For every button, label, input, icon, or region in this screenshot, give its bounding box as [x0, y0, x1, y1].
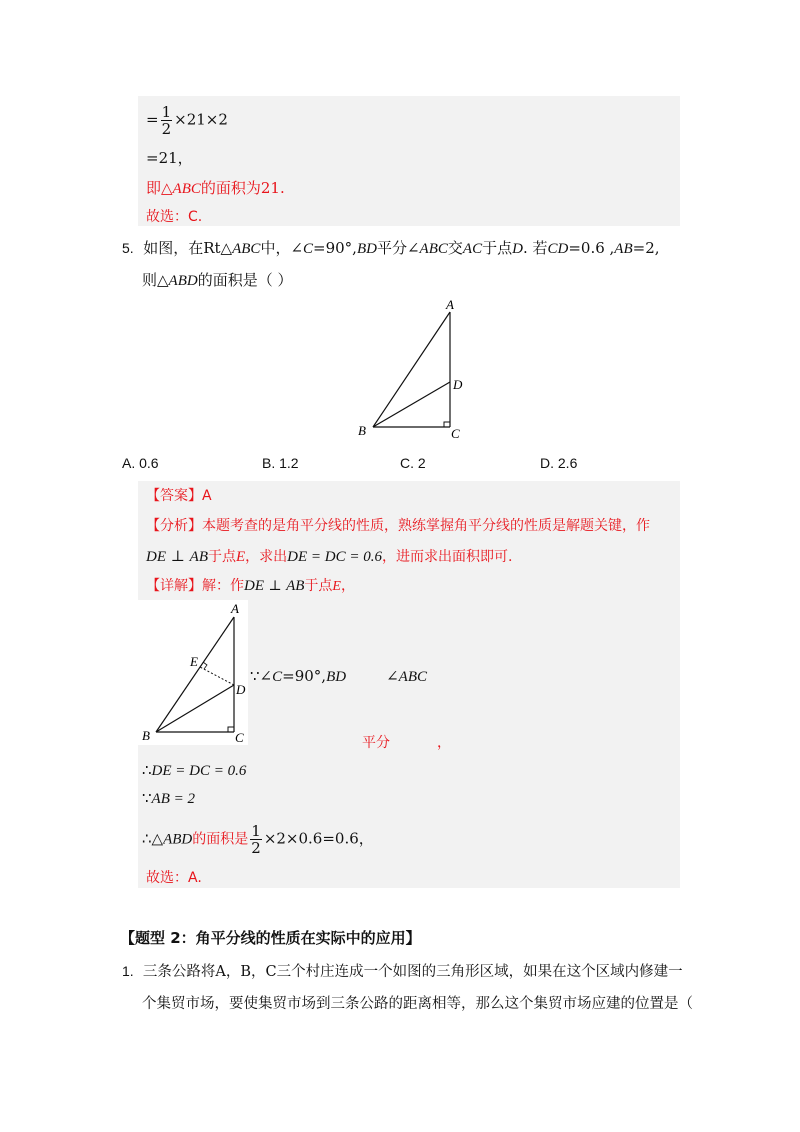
pingfen-comma: ，	[437, 735, 451, 751]
prev-solution-line3: 即△ABC的面积为21.	[146, 179, 285, 197]
conclusion-line: 故选：A.	[146, 870, 202, 886]
q1-line2: 个集贸市场，要使集贸市场到三条公路的距离相等，那么这个集贸市场应建的位置是（	[142, 996, 693, 1012]
detail-line: 【详解】解：作DE ⊥ AB于点E，	[146, 578, 355, 594]
label-a: A	[231, 601, 239, 616]
option-c[interactable]: C. 2	[400, 455, 426, 471]
label-c: C	[235, 730, 244, 745]
section-title: 【题型 2：角平分线的性质在实际中的应用】	[120, 929, 421, 947]
prev-solution-line1: = $\frac{1}{2}$ ×21×2	[146, 103, 228, 138]
triangle-figure-with-perpendicular	[138, 600, 250, 748]
q5-line1: 5. 如图，在Rt△ABC中，∠C=90°,BD平分∠ABC交AC于点D. 若CD=0.6 ,AB=2,	[122, 239, 660, 257]
fraction-half: $\frac{1}{2}$	[251, 822, 261, 857]
label-b: B	[142, 728, 150, 743]
right-angle-mark-e	[203, 662, 207, 669]
label-d: D	[453, 377, 463, 392]
answer-tag: 【答案】A	[146, 488, 212, 504]
prev-solution-choice: 故选：C.	[146, 209, 203, 225]
because-line1: ∵∠C=90°,BD ∠ABC	[250, 667, 427, 685]
triangle-figure	[330, 295, 480, 445]
label-e: E	[190, 654, 198, 669]
label-c: C	[451, 426, 460, 441]
prev-solution-line2: =21，	[146, 149, 193, 167]
segment-bd	[156, 685, 234, 732]
therefore-line1: ∴DE = DC = 0.6	[142, 761, 247, 779]
label-a: A	[446, 297, 454, 312]
q5-line2: 则△ABD的面积是（ ）	[142, 271, 293, 289]
q1-line1: 1. 三条公路将A，B，C三个村庄连成一个如图的三角形区域，如果在这个区域内修建一	[122, 963, 683, 980]
analysis-line2: DE ⊥ AB于点E，求出DE = DC = 0.6，进而求出面积即可.	[146, 547, 513, 565]
option-a[interactable]: A. 0.6	[122, 455, 159, 471]
therefore-line2: ∴△ABD的面积是 $\frac{1}{2}$ ×2×0.6=0.6，	[142, 822, 374, 857]
right-angle-mark	[444, 422, 450, 427]
label-b: B	[358, 423, 366, 438]
analysis-line1: 【分析】本题考查的是角平分线的性质，熟练掌握角平分线的性质是解题关键，作	[146, 518, 650, 534]
because-line2: ∵AB = 2	[142, 789, 195, 807]
pingfen-text: 平分	[362, 735, 390, 751]
option-d[interactable]: D. 2.6	[540, 455, 578, 471]
segment-de-dashed	[200, 667, 234, 685]
segment-ab	[373, 312, 450, 427]
fraction-half: $\frac{1}{2}$	[161, 103, 172, 138]
option-b[interactable]: B. 1.2	[262, 455, 299, 471]
segment-ab	[156, 617, 234, 732]
right-angle-mark-c	[228, 727, 234, 732]
label-d: D	[236, 682, 246, 697]
segment-bd	[373, 382, 450, 427]
